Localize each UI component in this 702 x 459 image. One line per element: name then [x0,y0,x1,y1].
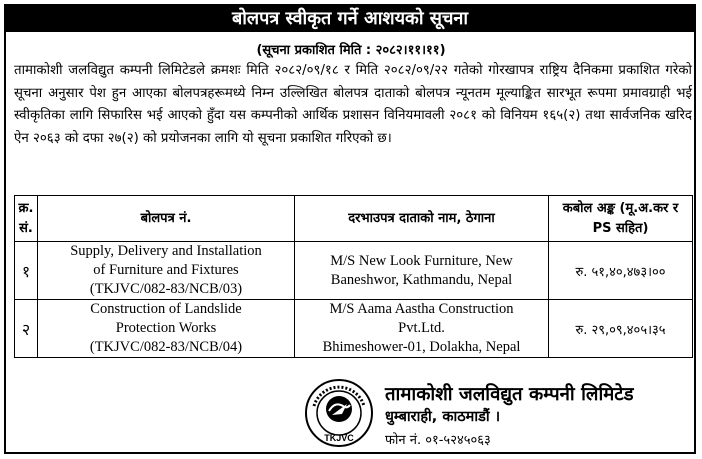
table-header-row [15,196,693,242]
table-row [15,300,693,358]
company-name: तामाकोशी जलविद्युत कम्पनी लिमिटेड [385,384,634,405]
bidder-line: Baneshwor, Kathmandu, Nepal [330,271,513,288]
company-address: धुम्बाराही, काठमाडौं । [385,409,501,425]
bidder-cell [295,242,549,300]
row-sn: १ [15,242,38,300]
tender-line: Construction of Landslide [90,301,242,317]
bidder-line: Bhimeshower-01, Dolakha, Nepal [322,339,521,355]
notice-title: बोलपत्र स्वीकृत गर्ने आशयको सूचना [6,6,694,32]
company-phone: फोन नं. ०१-५२४५०६३ [385,433,491,448]
header-tender: बोलपत्र नं. [38,196,295,242]
tender-line: (TKJVC/082-83/NCB/04) [89,339,243,355]
header-amount: कबोल अङ्क (मू.अ.कर र PS सहित) [549,196,693,242]
notice-body: तामाकोशी जलविद्युत कम्पनी लिमिटेडले क्रमशः मिति २०८२/०९/१८ र मिति २०८२/०९/२२ गतेको गोरखापत्र राष्ट्रिय दैनिकमा प्रकाशित गरेको सूचना अनुसार पेश हुन आएका बोलपत्रहरूमध्ये निम्न उल्लिखित बोलपत्र दाताको बोलपत्र न्यूनतम मूल्याङ्कित सारभूत रूपमा प्रमावग्राही भई स्वीकृतिका लागि सिफारिस भई आएको हुँदा यस कम्पनीको आर्थिक प्रशासन विनियमावली २०८१ को विनियम १६५(२) तथा सार्वजनिक खरिद ऐन २०६३ को दफा २७(२) को प्रयोजनका लागि यो सूचना प्रकाशित गरिएको छ। [14,63,692,146]
tender-line: Protection Works [115,320,217,336]
tender-cell [38,242,295,300]
tender-line: Supply, Delivery and Installation [70,243,262,259]
row-sn: २ [15,300,38,358]
header-bidder: दरभाउपत्र दाताको नाम, ठेगाना [295,196,549,242]
logo-lettering: TKJVC [324,433,354,443]
award-table [14,195,693,358]
tender-cell [38,300,295,358]
publish-date: (सूचना प्रकाशित मिति : २०८२।११।११) [256,43,446,58]
company-logo [302,378,376,452]
bidder-line: M/S Aama Aastha Construction [329,301,514,317]
bidder-line: Pvt.Ltd. [398,320,445,336]
bidder-line: M/S New Look Furniture, New [330,252,513,269]
footer [0,378,702,454]
tender-line: (TKJVC/082-83/NCB/03) [89,281,243,297]
tender-line: of Furniture and Fixtures [93,262,239,278]
header-sn: क्र. सं. [15,196,38,242]
amount-cell: रु. ५१,४०,४७३।०० [549,242,693,300]
bidder-cell [295,300,549,358]
table-row [15,242,693,300]
amount-cell: रु. २९,०९,४०५।३५ [549,300,693,358]
